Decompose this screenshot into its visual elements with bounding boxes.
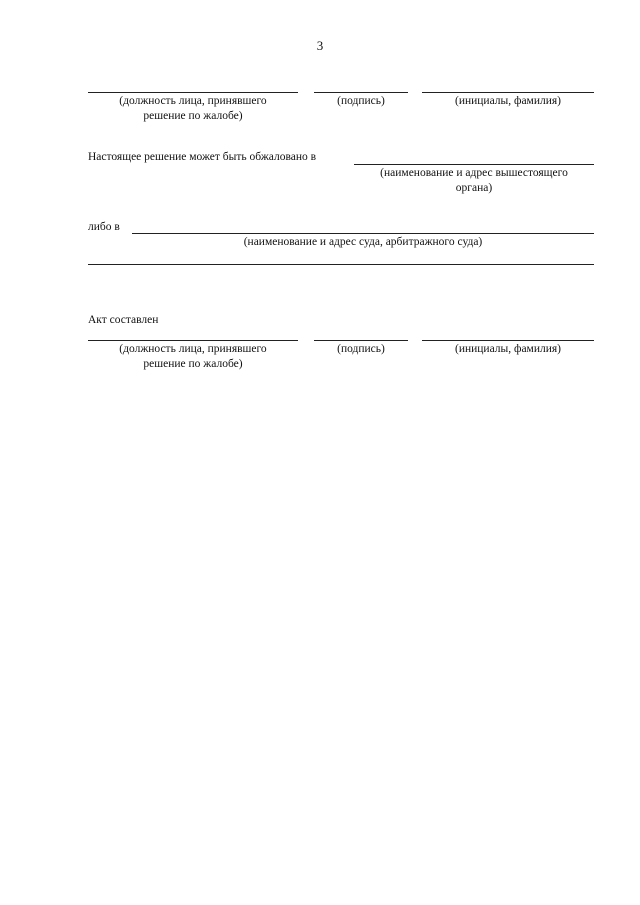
signature-caption: (подпись) xyxy=(337,95,385,107)
name-line xyxy=(422,92,594,93)
signature-caption-bottom: (подпись) xyxy=(337,343,385,355)
name-caption: (инициалы, фамилия) xyxy=(454,95,562,107)
page-number: 3 xyxy=(316,38,324,53)
signature-line-bottom xyxy=(314,340,408,341)
position-line-bottom xyxy=(88,340,298,341)
court-continuation-line xyxy=(88,264,594,265)
court-line xyxy=(132,233,594,234)
position-caption: (должность лица, принявшего решение по жалобе) xyxy=(119,95,267,122)
higher-body-caption: (наименование и адрес вышестоящего органа) xyxy=(380,167,568,194)
name-line-bottom xyxy=(422,340,594,341)
court-caption: (наименование и адрес суда, арбитражного суда) xyxy=(243,236,483,248)
higher-body-line xyxy=(354,164,594,165)
position-line xyxy=(88,92,298,93)
appeal-text: Настоящее решение может быть обжаловано в xyxy=(88,151,317,163)
signature-line xyxy=(314,92,408,93)
alternative-label: либо в xyxy=(88,221,120,233)
position-caption-bottom: (должность лица, принявшего решение по жалобе) xyxy=(119,343,267,370)
act-label: Акт составлен xyxy=(88,314,159,326)
name-caption-bottom: (инициалы, фамилия) xyxy=(454,343,562,355)
